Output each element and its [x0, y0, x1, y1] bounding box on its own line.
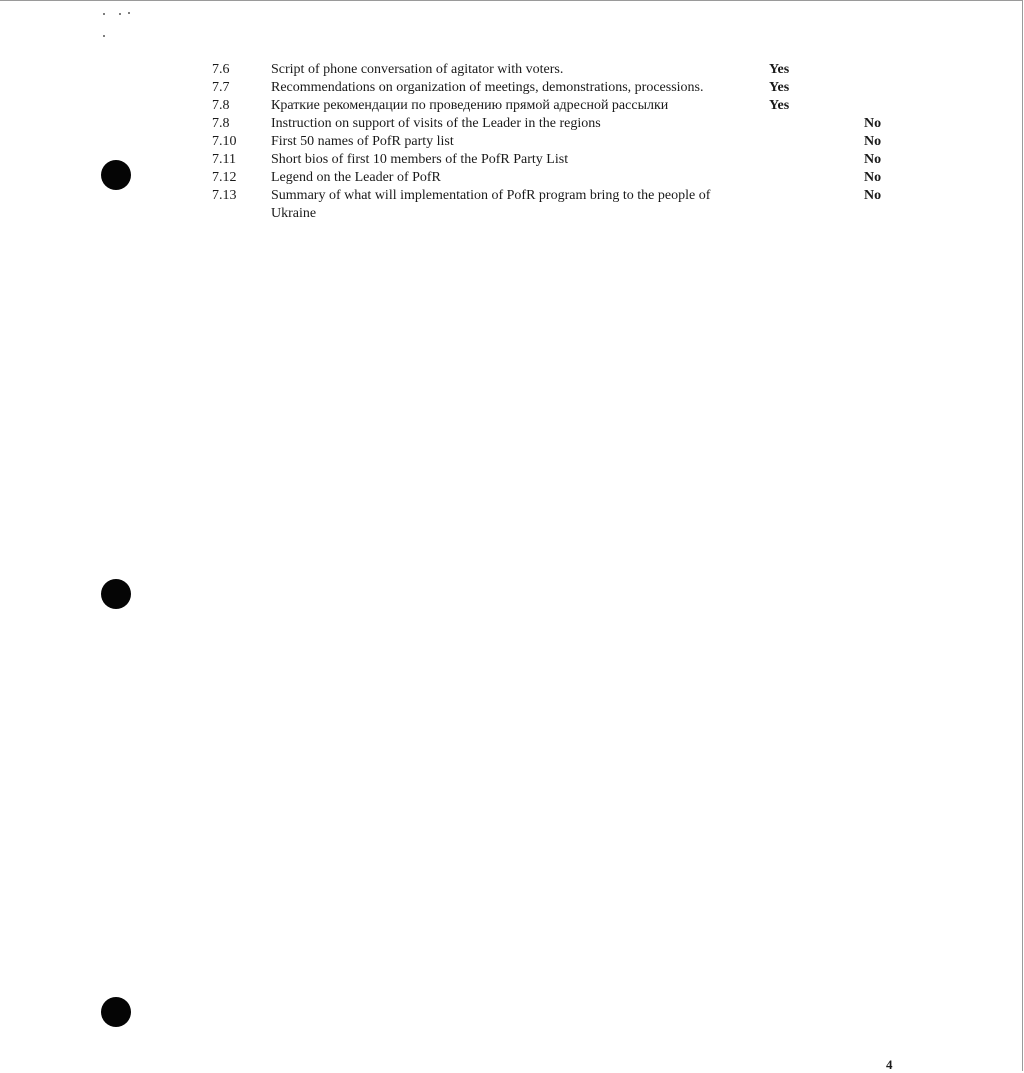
list-item — [212, 187, 912, 223]
scan-speck — [103, 35, 105, 37]
item-number: 7.10 — [212, 134, 237, 149]
item-description: Краткие рекомендации по проведению прямой адресной рассылки — [271, 98, 669, 113]
item-description: Recommendations on organization of meetings, demonstrations, processions. — [271, 80, 704, 95]
item-status: Yes — [769, 80, 790, 95]
item-number: 7.12 — [212, 170, 237, 185]
item-status: Yes — [769, 62, 790, 77]
item-description: Script of phone conversation of agitator with voters. — [271, 62, 564, 77]
scan-speck — [119, 13, 121, 15]
punch-hole-middle — [101, 579, 131, 609]
punch-hole-bottom — [101, 997, 131, 1027]
item-number: 7.11 — [212, 152, 236, 167]
item-description: Short bios of first 10 members of the PofR Party List — [271, 152, 569, 167]
list-item — [212, 61, 912, 79]
item-status: No — [864, 134, 882, 149]
item-status: No — [864, 116, 882, 131]
list-item — [212, 115, 912, 133]
list-item — [212, 169, 912, 187]
item-number: 7.7 — [212, 80, 230, 95]
item-description: Summary of what will implementation of PofR program bring to the people of Ukraine — [271, 188, 711, 221]
item-number: 7.6 — [212, 62, 230, 77]
item-description: First 50 names of PofR party list — [271, 134, 454, 149]
list-item — [212, 151, 912, 169]
page-number: 4 — [886, 1057, 893, 1072]
item-description: Legend on the Leader of PofR — [271, 170, 441, 185]
list-item — [212, 79, 912, 97]
item-number: 7.8 — [212, 116, 230, 131]
item-description: Instruction on support of visits of the Leader in the regions — [271, 116, 601, 131]
scan-speck — [128, 12, 130, 14]
item-status: No — [864, 152, 882, 167]
list-item — [212, 133, 912, 151]
item-number: 7.13 — [212, 188, 237, 203]
item-status: Yes — [769, 98, 790, 113]
list-item — [212, 97, 912, 115]
item-status: No — [864, 170, 882, 185]
item-number: 7.8 — [212, 98, 230, 113]
item-list — [212, 61, 912, 223]
item-status: No — [864, 188, 882, 203]
punch-hole-top — [101, 160, 131, 190]
scan-speck — [103, 13, 105, 15]
